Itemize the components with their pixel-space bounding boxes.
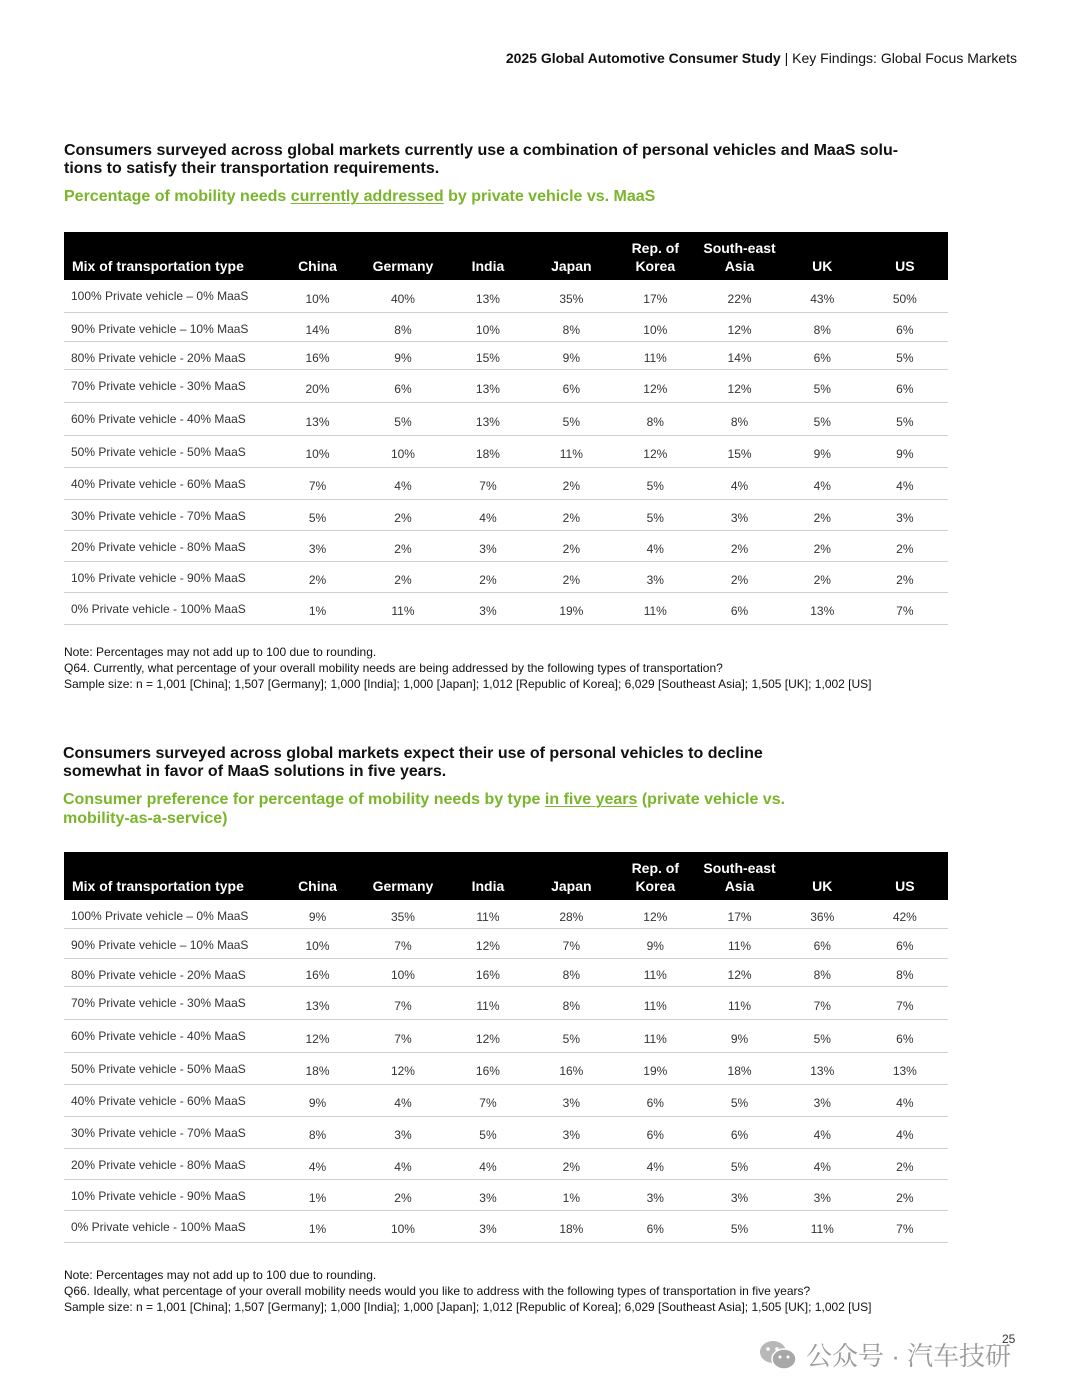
cell-value: 8% (277, 1116, 359, 1148)
cell-value: 6% (696, 1116, 783, 1148)
cell-value: 4% (614, 1148, 696, 1179)
col-header-japan: Japan (551, 878, 592, 894)
section-current (64, 142, 948, 691)
table-row (64, 467, 948, 499)
cell-value: 7% (783, 986, 862, 1019)
cell-value: 2% (783, 561, 862, 592)
col-header-type: Mix of transportation type (72, 258, 244, 274)
cell-value: 9% (358, 341, 447, 369)
cell-value: 4% (783, 1148, 862, 1179)
table-row (64, 1210, 948, 1242)
cell-value: 13% (862, 1052, 948, 1084)
watermark (758, 1336, 1011, 1373)
col-header-rep-of-korea: Rep. of Korea (631, 860, 680, 894)
cell-value: 6% (862, 369, 948, 402)
table-row (64, 1179, 948, 1210)
cell-value: 6% (358, 369, 447, 402)
cell-value: 7% (448, 1084, 529, 1116)
header-title-rest: Key Findings: Global Focus Markets (792, 50, 1017, 66)
cell-value: 10% (614, 312, 696, 341)
cell-value: 4% (358, 1084, 447, 1116)
cell-value: 4% (358, 1148, 447, 1179)
cell-value: 13% (783, 1052, 862, 1084)
table-row (64, 499, 948, 530)
cell-value: 11% (528, 435, 614, 467)
cell-value: 7% (528, 928, 614, 958)
table-row (64, 530, 948, 561)
cell-value: 13% (783, 592, 862, 624)
section-lead: Consumers surveyed across global markets currently use a combination of personal vehicles and MaaS solu-tions to satisfy their transportation requirements. (64, 142, 899, 177)
cell-value: 13% (277, 986, 359, 1019)
cell-value: 8% (696, 402, 783, 435)
watermark-text: 公众号 · 汽车技研 (806, 1341, 1012, 1371)
cell-value: 5% (783, 402, 862, 435)
col-header-south-east-asia: South-east Asia (703, 240, 776, 274)
cell-value: 6% (696, 592, 783, 624)
cell-value: 18% (528, 1210, 614, 1242)
row-label: 0% Private vehicle - 100% MaaS (64, 1210, 277, 1242)
cell-value: 2% (448, 561, 529, 592)
cell-value: 4% (783, 467, 862, 499)
cell-value: 5% (696, 1148, 783, 1179)
col-header-us: US (895, 878, 915, 894)
row-label: 70% Private vehicle - 30% MaaS (64, 369, 277, 402)
cell-value: 7% (862, 1210, 948, 1242)
cell-value: 7% (862, 592, 948, 624)
cell-value: 1% (528, 1179, 614, 1210)
cell-value: 5% (448, 1116, 529, 1148)
cell-value: 9% (277, 900, 359, 928)
table-row (64, 1148, 948, 1179)
header-title-bold: 2025 Global Automotive Consumer Study (505, 50, 781, 66)
cell-value: 1% (277, 1210, 359, 1242)
cell-value: 40% (358, 280, 447, 312)
cell-value: 5% (862, 341, 948, 369)
cell-value: 4% (862, 467, 948, 499)
table-row (64, 312, 948, 341)
cell-value: 12% (696, 312, 783, 341)
cell-value: 16% (448, 958, 529, 986)
cell-value: 22% (696, 280, 783, 312)
row-label: 70% Private vehicle - 30% MaaS (64, 986, 277, 1019)
cell-value: 19% (614, 1052, 696, 1084)
section-five-years (63, 745, 947, 1314)
cell-value: 10% (277, 928, 359, 958)
cell-value: 17% (696, 900, 783, 928)
cell-value: 11% (696, 928, 783, 958)
cell-value: 11% (614, 958, 696, 986)
cell-value: 5% (862, 402, 948, 435)
cell-value: 12% (448, 1019, 529, 1052)
cell-value: 8% (783, 958, 862, 986)
cell-value: 18% (696, 1052, 783, 1084)
col-header-rep-of-korea: Rep. of Korea (631, 240, 680, 274)
cell-value: 3% (448, 1179, 529, 1210)
cell-value: 3% (696, 499, 783, 530)
cell-value: 3% (862, 499, 948, 530)
notes (64, 1267, 872, 1315)
col-header-china: China (298, 258, 337, 274)
cell-value: 2% (783, 499, 862, 530)
table-row (64, 1084, 948, 1116)
table-header (64, 852, 948, 900)
cell-value: 9% (614, 928, 696, 958)
row-label: 60% Private vehicle - 40% MaaS (64, 1019, 277, 1052)
cell-value: 2% (862, 1148, 948, 1179)
row-label: 80% Private vehicle - 20% MaaS (64, 958, 277, 986)
cell-value: 16% (448, 1052, 529, 1084)
table-row (64, 1052, 948, 1084)
cell-value: 12% (614, 435, 696, 467)
cell-value: 9% (528, 341, 614, 369)
cell-value: 4% (358, 467, 447, 499)
cell-value: 11% (614, 986, 696, 1019)
cell-value: 3% (614, 561, 696, 592)
col-header-us: US (895, 258, 915, 274)
cell-value: 3% (448, 1210, 529, 1242)
cell-value: 7% (358, 928, 447, 958)
cell-value: 3% (783, 1084, 862, 1116)
cell-value: 14% (277, 312, 359, 341)
cell-value: 7% (862, 986, 948, 1019)
cell-value: 9% (783, 435, 862, 467)
row-label: 40% Private vehicle - 60% MaaS (64, 1084, 277, 1116)
cell-value: 10% (277, 435, 359, 467)
cell-value: 11% (448, 900, 529, 928)
cell-value: 42% (862, 900, 948, 928)
cell-value: 13% (448, 280, 529, 312)
cell-value: 5% (783, 369, 862, 402)
table-row (64, 900, 948, 928)
cell-value: 28% (528, 900, 614, 928)
cell-value: 7% (358, 1019, 447, 1052)
cell-value: 11% (448, 986, 529, 1019)
table-row (64, 341, 948, 369)
note-line: Note: Percentages may not add up to 100 due to rounding. (64, 645, 377, 659)
cell-value: 8% (862, 958, 948, 986)
section-subtitle: Percentage of mobility needs currently addressed by private vehicle vs. MaaS (64, 188, 656, 205)
cell-value: 11% (614, 1019, 696, 1052)
cell-value: 14% (696, 341, 783, 369)
row-label: 10% Private vehicle - 90% MaaS (64, 1179, 277, 1210)
cell-value: 3% (448, 592, 529, 624)
cell-value: 15% (696, 435, 783, 467)
question-line: Q66. Ideally, what percentage of your overall mobility needs would you like to address with the following types of transportation in five years? (64, 1284, 811, 1298)
row-label: 10% Private vehicle - 90% MaaS (64, 561, 277, 592)
cell-value: 8% (528, 958, 614, 986)
col-header-south-east-asia: South-east Asia (703, 860, 776, 894)
row-label: 50% Private vehicle - 50% MaaS (64, 1052, 277, 1084)
cell-value: 3% (528, 1116, 614, 1148)
cell-value: 8% (614, 402, 696, 435)
cell-value: 5% (358, 402, 447, 435)
section-subtitle: Consumer preference for percentage of mobility needs by type in five years (private vehicle vs. mobility-as-a-service) (63, 791, 786, 827)
cell-value: 5% (528, 402, 614, 435)
cell-value: 3% (358, 1116, 447, 1148)
row-label: 20% Private vehicle - 80% MaaS (64, 530, 277, 561)
cell-value: 5% (277, 499, 359, 530)
cell-value: 13% (448, 402, 529, 435)
cell-value: 13% (277, 402, 359, 435)
table-row (64, 1116, 948, 1148)
cell-value: 9% (696, 1019, 783, 1052)
cell-value: 11% (358, 592, 447, 624)
row-label: 30% Private vehicle - 70% MaaS (64, 1116, 277, 1148)
section-lead: Consumers surveyed across global markets expect their use of personal vehicles to decline somewhat in favor of MaaS solutions in five years. (63, 745, 763, 780)
cell-value: 4% (448, 499, 529, 530)
cell-value: 4% (862, 1084, 948, 1116)
cell-value: 11% (614, 341, 696, 369)
row-label: 90% Private vehicle – 10% MaaS (64, 312, 277, 341)
cell-value: 5% (696, 1210, 783, 1242)
row-label: 20% Private vehicle - 80% MaaS (64, 1148, 277, 1179)
table-row (64, 435, 948, 467)
cell-value: 36% (783, 900, 862, 928)
cell-value: 2% (696, 561, 783, 592)
cell-value: 5% (783, 1019, 862, 1052)
table-row (64, 958, 948, 986)
cell-value: 3% (614, 1179, 696, 1210)
cell-value: 2% (528, 499, 614, 530)
cell-value: 12% (614, 900, 696, 928)
cell-value: 35% (528, 280, 614, 312)
cell-value: 16% (528, 1052, 614, 1084)
cell-value: 6% (783, 341, 862, 369)
cell-value: 10% (277, 280, 359, 312)
col-header-type: Mix of transportation type (72, 878, 244, 894)
cell-value: 3% (783, 1179, 862, 1210)
cell-value: 19% (528, 592, 614, 624)
page-number: 25 (1002, 1332, 1016, 1346)
cell-value: 2% (358, 561, 447, 592)
cell-value: 2% (862, 1179, 948, 1210)
cell-value: 2% (358, 499, 447, 530)
cell-value: 2% (528, 1148, 614, 1179)
cell-value: 7% (358, 986, 447, 1019)
cell-value: 8% (528, 986, 614, 1019)
cell-value: 3% (277, 530, 359, 561)
cell-value: 2% (528, 561, 614, 592)
cell-value: 6% (862, 1019, 948, 1052)
col-header-uk: UK (812, 878, 833, 894)
row-label: 60% Private vehicle - 40% MaaS (64, 402, 277, 435)
table-row (64, 928, 948, 958)
cell-value: 10% (358, 1210, 447, 1242)
cell-value: 5% (696, 1084, 783, 1116)
cell-value: 10% (358, 435, 447, 467)
cell-value: 2% (277, 561, 359, 592)
page-header (506, 50, 1017, 66)
cell-value: 11% (783, 1210, 862, 1242)
cell-value: 18% (448, 435, 529, 467)
mobility-table-current (64, 232, 948, 625)
table-row (64, 369, 948, 402)
sample-size-line: Sample size: n = 1,001 [China]; 1,507 [Germany]; 1,000 [India]; 1,000 [Japan]; 1,012 [Republic of Korea]; 6,029 [Southeast Asia]; 1,505 [UK]; 1,002 [US] (64, 1300, 872, 1314)
cell-value: 6% (528, 369, 614, 402)
table-row (64, 402, 948, 435)
table-header (64, 232, 948, 280)
cell-value: 3% (448, 530, 529, 561)
sample-size-line: Sample size: n = 1,001 [China]; 1,507 [Germany]; 1,000 [India]; 1,000 [Japan]; 1,012 [Republic of Korea]; 6,029 [Southeast Asia]; 1,505 [UK]; 1,002 [US] (64, 677, 872, 691)
header-separator: | (784, 50, 789, 66)
cell-value: 4% (696, 467, 783, 499)
cell-value: 12% (696, 958, 783, 986)
row-label: 30% Private vehicle - 70% MaaS (64, 499, 277, 530)
cell-value: 3% (528, 1084, 614, 1116)
col-header-china: China (298, 878, 337, 894)
mobility-table-five-years (64, 852, 948, 1243)
cell-value: 6% (614, 1116, 696, 1148)
table-row (64, 1019, 948, 1052)
cell-value: 43% (783, 280, 862, 312)
cell-value: 1% (277, 1179, 359, 1210)
cell-value: 2% (862, 561, 948, 592)
cell-value: 16% (277, 341, 359, 369)
wechat-icon (758, 1339, 798, 1371)
cell-value: 11% (614, 592, 696, 624)
cell-value: 4% (277, 1148, 359, 1179)
notes (64, 644, 872, 692)
col-header-uk: UK (812, 258, 833, 274)
cell-value: 2% (358, 530, 447, 561)
row-label: 80% Private vehicle - 20% MaaS (64, 341, 277, 369)
cell-value: 7% (448, 467, 529, 499)
cell-value: 2% (528, 530, 614, 561)
note-line: Note: Percentages may not add up to 100 due to rounding. (64, 1268, 377, 1282)
cell-value: 2% (358, 1179, 447, 1210)
cell-value: 4% (448, 1148, 529, 1179)
cell-value: 7% (277, 467, 359, 499)
cell-value: 17% (614, 280, 696, 312)
col-header-india: India (471, 258, 505, 274)
col-header-germany: Germany (372, 258, 434, 274)
col-header-germany: Germany (372, 878, 434, 894)
cell-value: 12% (696, 369, 783, 402)
cell-value: 2% (696, 530, 783, 561)
cell-value: 6% (862, 312, 948, 341)
cell-value: 6% (614, 1210, 696, 1242)
cell-value: 50% (862, 280, 948, 312)
cell-value: 6% (862, 928, 948, 958)
col-header-japan: Japan (551, 258, 592, 274)
cell-value: 11% (696, 986, 783, 1019)
cell-value: 1% (277, 592, 359, 624)
col-header-india: India (471, 878, 505, 894)
cell-value: 6% (783, 928, 862, 958)
cell-value: 16% (277, 958, 359, 986)
cell-value: 4% (783, 1116, 862, 1148)
row-label: 40% Private vehicle - 60% MaaS (64, 467, 277, 499)
question-line: Q64. Currently, what percentage of your overall mobility needs are being addressed by the following types of transportation? (64, 661, 723, 675)
cell-value: 12% (448, 928, 529, 958)
cell-value: 18% (277, 1052, 359, 1084)
cell-value: 5% (614, 499, 696, 530)
cell-value: 8% (358, 312, 447, 341)
cell-value: 2% (862, 530, 948, 561)
row-label: 100% Private vehicle – 0% MaaS (64, 900, 277, 928)
cell-value: 12% (614, 369, 696, 402)
cell-value: 2% (528, 467, 614, 499)
cell-value: 8% (783, 312, 862, 341)
cell-value: 5% (614, 467, 696, 499)
cell-value: 4% (614, 530, 696, 561)
table-row (64, 280, 948, 312)
cell-value: 12% (277, 1019, 359, 1052)
cell-value: 3% (696, 1179, 783, 1210)
cell-value: 9% (277, 1084, 359, 1116)
table-row (64, 592, 948, 624)
table-row (64, 986, 948, 1019)
cell-value: 6% (614, 1084, 696, 1116)
cell-value: 9% (862, 435, 948, 467)
cell-value: 15% (448, 341, 529, 369)
cell-value: 2% (783, 530, 862, 561)
table-row (64, 561, 948, 592)
row-label: 90% Private vehicle – 10% MaaS (64, 928, 277, 958)
cell-value: 20% (277, 369, 359, 402)
row-label: 0% Private vehicle - 100% MaaS (64, 592, 277, 624)
cell-value: 10% (358, 958, 447, 986)
cell-value: 12% (358, 1052, 447, 1084)
cell-value: 4% (862, 1116, 948, 1148)
cell-value: 10% (448, 312, 529, 341)
row-label: 100% Private vehicle – 0% MaaS (64, 280, 277, 312)
cell-value: 13% (448, 369, 529, 402)
cell-value: 5% (528, 1019, 614, 1052)
cell-value: 35% (358, 900, 447, 928)
cell-value: 8% (528, 312, 614, 341)
row-label: 50% Private vehicle - 50% MaaS (64, 435, 277, 467)
